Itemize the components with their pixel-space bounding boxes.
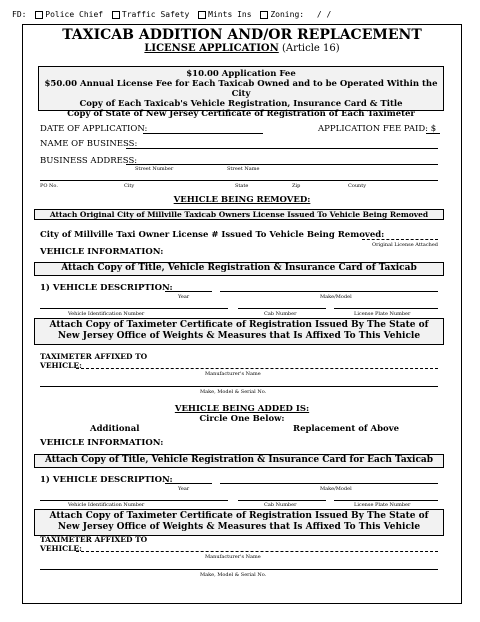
name-of-business-label: NAME OF BUSINESS:	[40, 139, 138, 149]
removed-manufacturer-field[interactable]	[76, 368, 438, 369]
added-make-serial-field[interactable]	[40, 569, 438, 570]
added-plate-field[interactable]	[334, 500, 438, 501]
added-year-caption: Year	[178, 486, 190, 492]
fee-line-2: $50.00 Annual License Fee for Each Taxicab Owned and to be Operated Within the City	[44, 79, 438, 99]
removed-make-model-field[interactable]	[220, 291, 438, 292]
removed-year-caption: Year	[178, 294, 190, 300]
removed-year-field[interactable]	[165, 291, 212, 292]
added-taximeter-text: Attach Copy of Taximeter Certificate of Registration Issued By The State of New Jersey Office of Weights & Measures that Is Affixed To This Vehicle	[49, 511, 429, 532]
date-of-application-label: DATE OF APPLICATION:	[40, 124, 148, 134]
removed-vin-caption: Vehicle Identification Number	[68, 311, 145, 317]
business-address-label: BUSINESS ADDRESS:	[40, 156, 138, 166]
city-state-field[interactable]	[40, 180, 438, 181]
po-caption: PO No.	[40, 183, 58, 189]
street-name-caption: Street Name	[227, 166, 260, 172]
removed-make-model-caption: Make/Model	[320, 294, 352, 300]
police-chief-label: Police Chief	[45, 10, 104, 19]
added-vin-caption: Vehicle Identification Number	[68, 502, 145, 508]
added-vehicle-info-label: VEHICLE INFORMATION:	[40, 438, 164, 448]
police-chief-checkbox[interactable]	[35, 11, 43, 19]
name-of-business-field[interactable]	[126, 148, 438, 149]
original-license-caption: Original License Attached	[372, 242, 438, 248]
added-make-model-caption: Make/Model	[320, 486, 352, 492]
added-vehicle-info-text: VEHICLE INFORMATION	[40, 438, 161, 448]
form-title: TAXICAB ADDITION AND/OR REPLACEMENT	[62, 27, 422, 43]
traffic-safety-label: Traffic Safety	[121, 10, 190, 19]
application-fee-label: APPLICATION FEE PAID: $	[318, 124, 437, 134]
application-fee-field[interactable]	[426, 133, 440, 134]
removed-cab-number-caption: Cab Number	[264, 311, 297, 317]
added-vin-field[interactable]	[40, 500, 228, 501]
removed-plate-field[interactable]	[334, 308, 438, 309]
removed-vin-field[interactable]	[40, 308, 228, 309]
fee-line-4: Copy of State of New Jersey Certificate of Registration of Each Taximeter	[67, 109, 415, 119]
zip-caption: Zip	[292, 183, 301, 189]
added-vehicle-description-label: 1) VEHICLE DESCRIPTION:	[40, 475, 173, 485]
street-number-caption: Street Number	[135, 166, 174, 172]
removed-attach-title-text: Attach Copy of Title, Vehicle Registration & Insurance Card of Taxicab	[61, 263, 417, 273]
business-address-field[interactable]	[126, 164, 438, 165]
added-manufacturer-field[interactable]	[76, 551, 438, 552]
added-make-model-field[interactable]	[220, 483, 438, 484]
fee-line-1: $10.00 Application Fee	[186, 69, 296, 79]
removed-vehicle-info-text: VEHICLE INFORMATION	[40, 247, 161, 257]
circle-one-label: Circle One Below:	[199, 414, 285, 424]
removed-vehicle-description-label: 1) VEHICLE DESCRIPTION:	[40, 283, 173, 293]
removed-license-label: City of Millville Taxi Owner License # Issued To Vehicle Being Removed:	[40, 230, 385, 240]
removed-vehicle-info-label: VEHICLE INFORMATION:	[40, 247, 164, 257]
added-make-serial-caption: Make, Model & Serial No.	[200, 572, 267, 578]
removed-license-field[interactable]	[362, 239, 438, 240]
form-subtitle	[22, 43, 462, 54]
county-caption: County	[348, 183, 367, 189]
added-plate-caption: License Plate Number	[354, 502, 411, 508]
removed-taximeter-label-2: VEHICLE:	[40, 361, 82, 370]
zoning-checkbox[interactable]	[260, 11, 268, 19]
date-of-application-field[interactable]	[143, 133, 263, 134]
fd-label: FD:	[12, 10, 27, 19]
added-attach-title-text: Attach Copy of Title, Vehicle Registration & Insurance Card for Each Taxicab	[44, 455, 434, 465]
added-cab-number-caption: Cab Number	[264, 502, 297, 508]
added-taximeter-label-1: TAXIMETER AFFIXED TO	[40, 535, 148, 544]
added-cab-number-field[interactable]	[238, 500, 326, 501]
removed-make-serial-field[interactable]	[40, 386, 438, 387]
removed-manufacturer-caption: Manufacturer's Name	[205, 371, 261, 377]
removed-plate-caption: License Plate Number	[354, 311, 411, 317]
fee-box-text	[38, 69, 444, 119]
vehicle-removed-heading: VEHICLE BEING REMOVED:	[173, 195, 311, 205]
removed-taximeter-text: Attach Copy of Taximeter Certificate of Registration Issued By The State of New Jersey Office of Weights & Measures that Is Affixed To This Vehicle	[49, 320, 429, 341]
zoning-label: Zoning:	[270, 10, 305, 19]
replacement-option[interactable]: Replacement of Above	[293, 424, 400, 434]
mints-ins-checkbox[interactable]	[198, 11, 206, 19]
state-caption: State	[235, 183, 249, 189]
fee-line-3: Copy of Each Taxicab's Vehicle Registration, Insurance Card & Title	[79, 99, 403, 109]
routing-date: / /	[316, 10, 332, 19]
removed-make-serial-caption: Make, Model & Serial No.	[200, 389, 267, 395]
added-year-field[interactable]	[165, 483, 212, 484]
removed-taximeter-label-1: TAXIMETER AFFIXED TO	[40, 352, 148, 361]
subtitle-text: LICENSE APPLICATION	[144, 43, 279, 54]
removed-cab-number-field[interactable]	[238, 308, 326, 309]
added-manufacturer-caption: Manufacturer's Name	[205, 554, 261, 560]
added-taximeter-label-2: VEHICLE:	[40, 544, 82, 553]
vehicle-added-heading: VEHICLE BEING ADDED IS:	[174, 404, 310, 414]
traffic-safety-checkbox[interactable]	[112, 11, 120, 19]
mints-ins-label: Mints Ins	[208, 10, 252, 19]
article-ref: (Article 16)	[281, 43, 340, 54]
additional-option[interactable]: Additional	[90, 424, 140, 434]
attach-license-text: Attach Original City of Millville Taxicab Owners License Issued To Vehicle Being Removed	[49, 210, 429, 219]
routing-bar	[12, 10, 331, 19]
city-caption: City	[124, 183, 135, 189]
